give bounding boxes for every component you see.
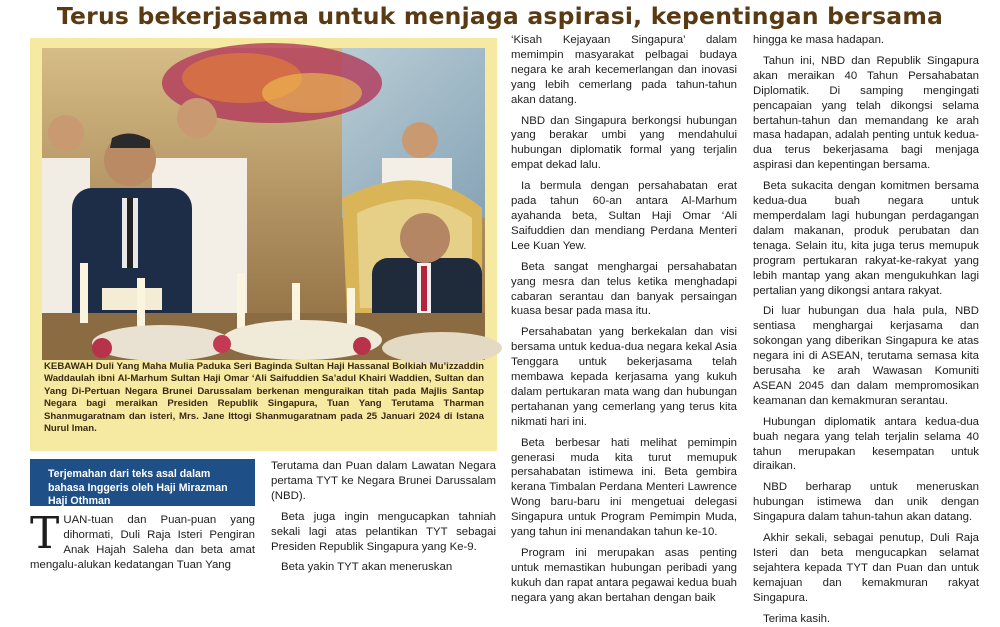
paragraph: Beta juga ingin mengucapkan tahniah sekali lagi atas pelantikan TYT sebagai Presiden Republik Singapura yang Ke-9. [271, 510, 496, 553]
paragraph: Ia bermula dengan persahabatan erat pada tahun 60-an antara Al-Marhum ayahanda beta, Sultan Haji Omar ‘Ali Saifuddien dan mendiang Perdana Menteri Lee Kuan Yew. [511, 180, 737, 252]
paragraph: Beta berbesar hati melihat pemimpin generasi muda kita turut memupuk persahabatan istimewa ini. Beta gembira kerana Timbalan Perdana Menteri Lawrence Wong baru-baru ini mengetuai delegasi Singapura untuk Program Pemimpin Muda, yang tahun ini menandakan tahun ke-10. [511, 436, 737, 539]
article-column-1 [30, 508, 255, 579]
paragraph: NBD dan Singapura berkongsi hubungan yang berakar umbi yang mendahului hubungan diplomatik formal yang terjalin empat dekad lalu. [511, 114, 737, 172]
paragraph: Beta yakin TYT akan meneruskan [281, 561, 453, 574]
paragraph: Persahabatan yang berkekalan dan visi bersama untuk kedua-dua negara kekal Asia Tenggara untuk bekerjasama telah membawa kepada kerjasama yang kukuh dalam pertukaran mata wang dan hubungan pertahanan yang cemerlang yang terus kita nikmati hari ini. [511, 326, 737, 428]
photo-frame [30, 38, 497, 451]
paragraph: hingga ke masa hadapan. [753, 34, 885, 46]
photo-caption: KEBAWAH Duli Yang Maha Mulia Paduka Seri Baginda Sultan Haji Hassanal Bolkiah Mu’izzaddin Waddaulah ibni Al-Marhum Sultan Haji Omar ‘Ali Saifuddien Sa’adul Khairi Waddien, Sultan dan Yang Di-Pertuan Negara Brunei Darussalam berkenan menguraikan titah pada Majlis Santap Negara bagi meraikan Presiden Republik Singapura, Tuan Yang Terutama Tharman Shanmugaratnam dan isteri, Mrs. Jane Ittogi Shanmugaratnam pada 25 Januari 2024 di Istana Nurul Iman. [44, 361, 484, 435]
article-photo [42, 48, 485, 360]
photo-illustration [42, 48, 485, 360]
article-column-3 [511, 33, 737, 604]
paragraph: ‘Kisah Kejayaan Singapura’ dalam memimpin masyarakat pelbagai budaya negara ke arah kecemerlangan dan inovasi yang lebih cemerlang pada tahun-tahun akan datang. [511, 34, 737, 106]
article-column-2 [271, 459, 496, 579]
lead-paragraph [30, 508, 255, 573]
paragraph: NBD berharap untuk meneruskan hubungan istimewa dan unik dengan Singapura dalam tahun-tahun akan datang. [753, 481, 979, 524]
translation-credit: Terjemahan dari teks asal dalam bahasa Inggeris oleh Haji Mirazman Haji Othman [30, 459, 255, 506]
paragraph: Akhir sekali, sebagai penutup, Duli Raja Isteri dan beta mengucapkan selamat sejahtera kepada TYT dan Puan dan untuk kemajuan dan kemakmuran rakyat Singapura. [753, 532, 979, 604]
paragraph: Terima kasih. [763, 612, 831, 625]
headline: Terus bekerjasama untuk menjaga aspirasi, kepentingan bersama [56, 2, 944, 30]
article-column-4 [753, 33, 979, 625]
paragraph: Program ini merupakan asas penting untuk memastikan hubungan peribadi yang kukuh dan rapat antara pegawai kedua buah negara yang akan bertahan dengan baik [511, 547, 737, 604]
drop-cap: T [30, 508, 60, 559]
paragraph: Di luar hubungan dua hala pula, NBD sentiasa menghargai kerjasama dan sokongan yang diberikan Singapura ke atas negara ini di ASEAN, terutama semasa kita berusaha ke arah Wawasan Komuniti ASEAN 2045 dan dalam mempromosikan keamanan dan kemakmuran serantau. [753, 305, 979, 407]
paragraph: Tahun ini, NBD dan Republik Singapura akan meraikan 40 Tahun Persahabatan Diplomatik. Di samping mengingati pencapaian yang telah dikongsi selama bertahun-tahun dan memandang ke arah masa hadapan, adalah penting untuk kedua-dua terus bekerjasama bagi menjaga aspirasi dan kepentingan bersama. [753, 54, 979, 172]
paragraph: Beta sangat menghargai persahabatan yang mesra dan telus ketika menghadapi cabaran serantau dan banyak persaingan kuasa besar pada masa itu. [511, 260, 737, 318]
paragraph: Hubungan diplomatik antara kedua-dua buah negara yang telah terjalin selama 40 tahun merupakan kesempatan untuk diraikan. [753, 415, 979, 473]
paragraph: Terutama dan Puan dalam Lawatan Negara pertama TYT ke Negara Brunei Darussalam (NBD). [271, 460, 496, 502]
paragraph: Beta sukacita dengan komitmen bersama kedua-dua buah negara untuk memperdalam lagi hubungan perdagangan dalam makanan, produk perubatan dan tenaga. Selain itu, kita juga terus memupuk program pertukaran rakyat-ke-rakyat yang lebih mantap yang akan mengukuhkan lagi pertalian yang dikongsi antara rakyat. [753, 180, 979, 297]
lead-text: UAN-tuan dan Puan-puan yang dihormati, Duli Raja Isteri Pengiran Anak Hajah Saleha dan beta amat mengalu-alukan kedatangan Tuan Yang [30, 514, 255, 571]
